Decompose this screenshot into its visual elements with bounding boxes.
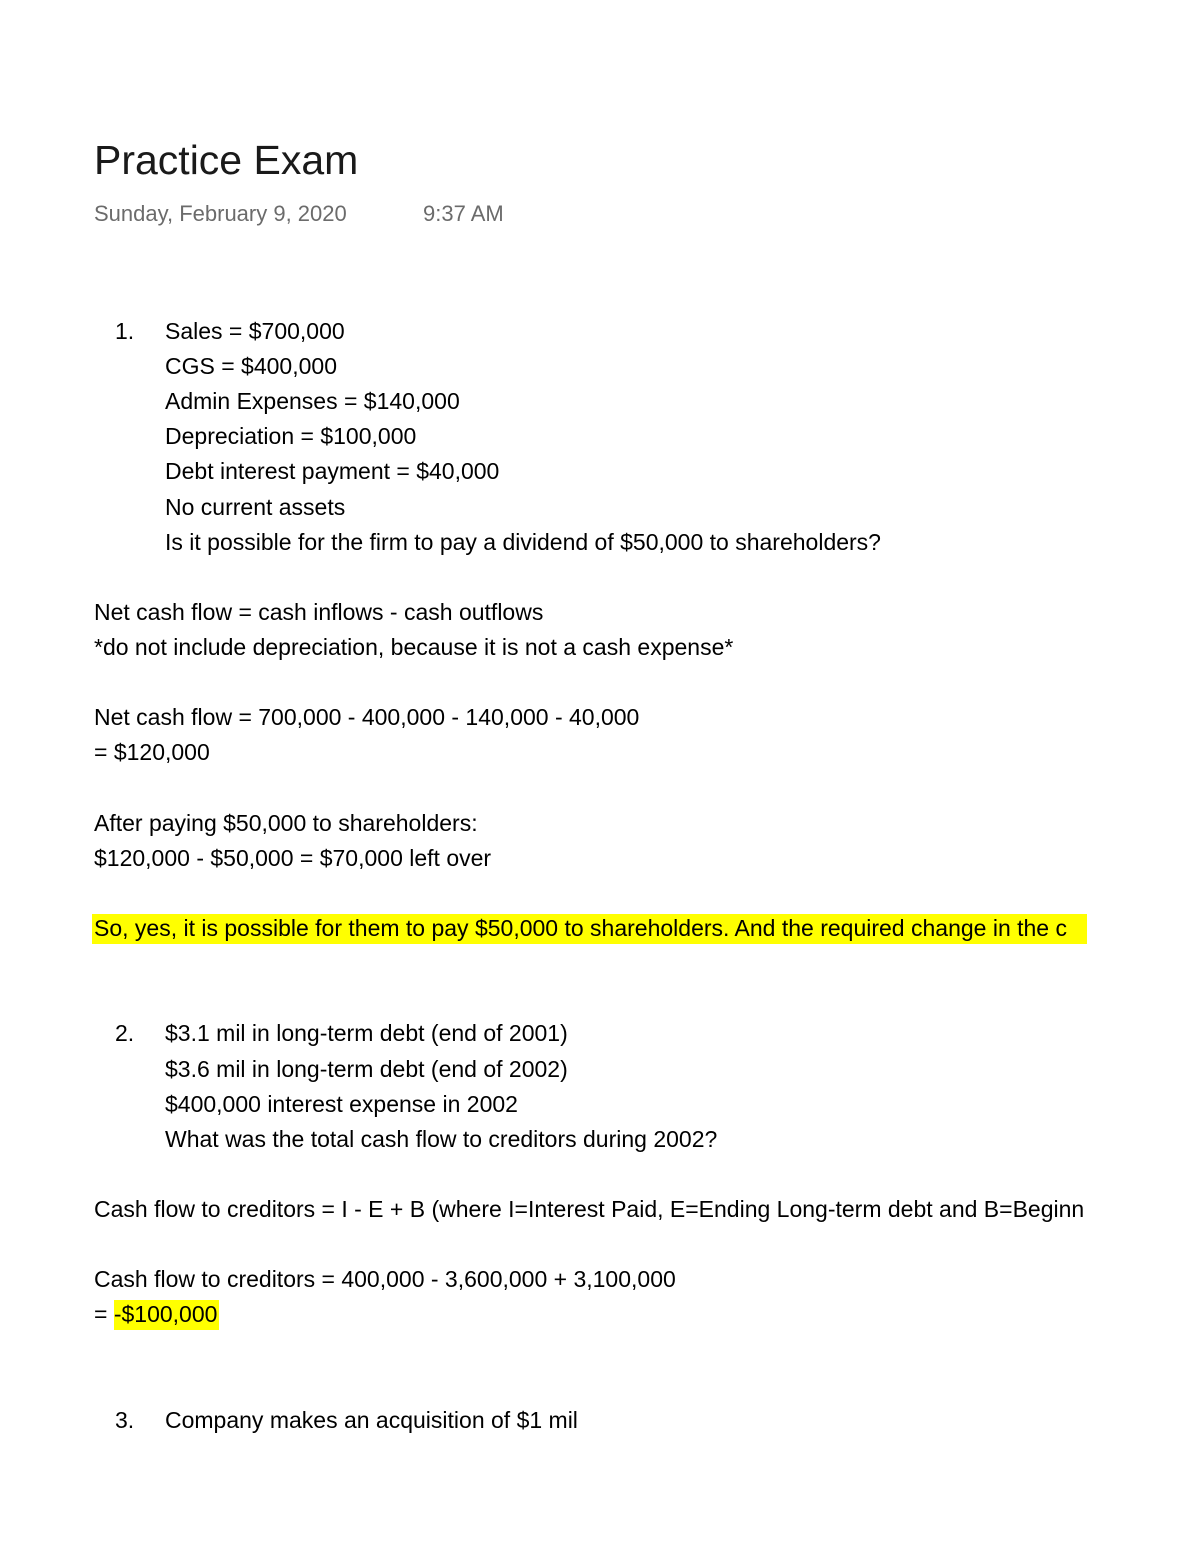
q1-conclusion [92, 913, 1087, 943]
q2-line-debt-2001: $3.1 mil in long-term debt (end of 2001) [165, 1020, 568, 1046]
q2-result-highlight: -$100,000 [114, 1300, 220, 1330]
q1-result: = $120,000 [94, 739, 210, 765]
q2-formula: Cash flow to creditors = I - E + B (where I=Interest Paid, E=Ending Long-term debt and B=Beginn [94, 1196, 1085, 1222]
q1-conclusion-highlight: So, yes, it is possible for them to pay $50,000 to shareholders. And the required change in the c [92, 914, 1087, 944]
q1-line-sales: Sales = $700,000 [165, 318, 345, 344]
q1-after-calc: $120,000 - $50,000 = $70,000 left over [94, 845, 492, 871]
q2-question: What was the total cash flow to creditors during 2002? [165, 1126, 718, 1152]
q1-calc: Net cash flow = 700,000 - 400,000 - 140,000 - 40,000 [94, 704, 640, 730]
q2-calc: Cash flow to creditors = 400,000 - 3,600,000 + 3,100,000 [94, 1266, 676, 1292]
question-2-number: 2. [115, 1020, 135, 1046]
q2-result-prefix: = [94, 1301, 114, 1327]
note-time: 9:37 AM [423, 201, 504, 226]
q1-note: *do not include depreciation, because it is not a cash expense* [94, 634, 734, 660]
q1-line-admin: Admin Expenses = $140,000 [165, 388, 460, 414]
q1-line-assets: No current assets [165, 494, 346, 520]
q2-line-interest: $400,000 interest expense in 2002 [165, 1091, 518, 1117]
q1-line-depreciation: Depreciation = $100,000 [165, 423, 417, 449]
q1-formula: Net cash flow = cash inflows - cash outflows [94, 599, 544, 625]
q1-after-heading: After paying $50,000 to shareholders: [94, 810, 478, 836]
q2-result [94, 1299, 219, 1329]
q1-line-cgs: CGS = $400,000 [165, 353, 337, 379]
q1-question: Is it possible for the firm to pay a dividend of $50,000 to shareholders? [165, 529, 881, 555]
page-title: Practice Exam [94, 137, 359, 183]
q1-line-interest: Debt interest payment = $40,000 [165, 458, 500, 484]
note-date: Sunday, February 9, 2020 [94, 201, 347, 226]
question-3-number: 3. [115, 1407, 135, 1433]
question-1-number: 1. [115, 318, 135, 344]
q3-line-acquisition: Company makes an acquisition of $1 mil [165, 1407, 578, 1433]
q2-line-debt-2002: $3.6 mil in long-term debt (end of 2002) [165, 1056, 568, 1082]
